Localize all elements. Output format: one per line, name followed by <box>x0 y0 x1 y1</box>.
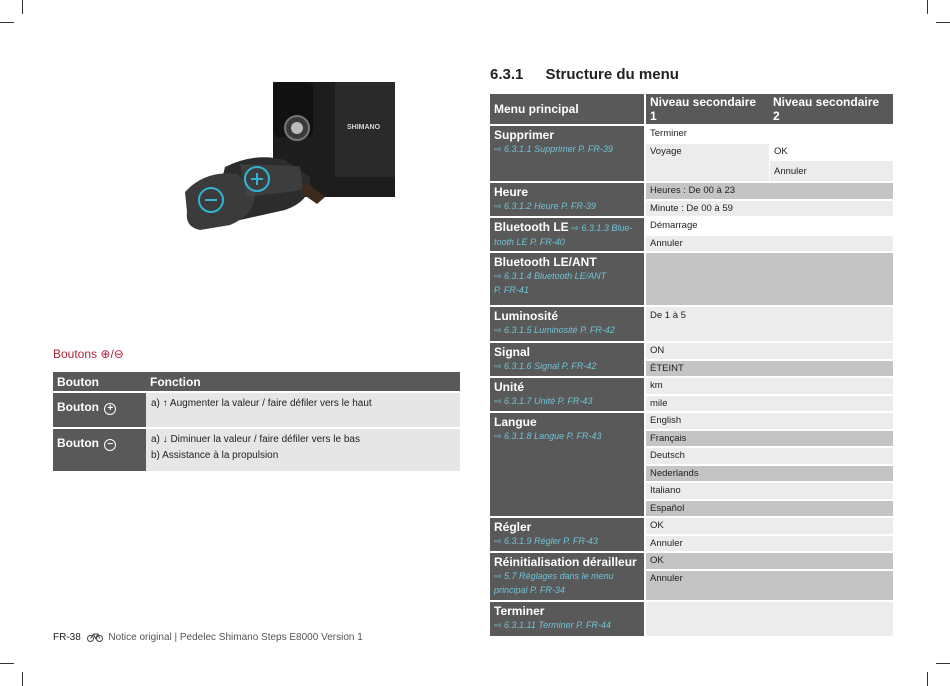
menu-item-bluetooth-le-ant: Bluetooth LE/ANT ⇨ 6.3.1.4 Bluetooth LE/ANT P. FR-41 <box>490 253 646 307</box>
ref-link[interactable]: ⇨ 5.7 Réglages dans le menu <box>494 571 614 581</box>
ref-link[interactable]: ⇨ 6.3.1.8 Langue P. FR-43 <box>494 431 602 441</box>
crop-mark <box>927 672 928 686</box>
table-row: Annuler <box>490 536 893 554</box>
page-footer <box>53 632 363 643</box>
table-row: ÉTEINT <box>490 361 893 379</box>
menu-item-bluetooth-le: Bluetooth LE ⇨ 6.3.1.3 Blue- tooth LE P. FR-40 <box>490 218 646 253</box>
table-row: Deutsch <box>490 448 893 466</box>
table-row <box>53 429 460 471</box>
table-row: Voyage OK <box>490 144 893 162</box>
boutons-heading <box>53 347 124 361</box>
menu-item-heure: Heure ⇨ 6.3.1.2 Heure P. FR-39 <box>490 183 646 218</box>
crop-mark <box>936 22 950 23</box>
menu-structure-table <box>490 94 893 638</box>
section-title-text: Structure du menu <box>545 66 679 83</box>
table-row: Luminosité ⇨ 6.3.1.5 Luminosité P. FR-42 De 1 à 5 <box>490 307 893 343</box>
ref-link[interactable]: ⇨ 6.3.1.11 Terminer P. FR-44 <box>494 619 611 630</box>
footer-text: Notice original | Pedelec Shimano Steps E8000 Version 1 <box>108 632 363 643</box>
col-header-fonction: Fonction <box>146 372 460 391</box>
ref-link[interactable]: ⇨ 6.3.1.1 Supprimer P. FR-39 <box>494 144 613 154</box>
page-number: FR-38 <box>53 632 81 643</box>
table-row: Español <box>490 501 893 519</box>
table-row <box>53 393 460 427</box>
ref-link[interactable]: ⇨ 6.3.1.6 Signal P. FR-42 <box>494 361 597 371</box>
table-row: Italiano <box>490 483 893 501</box>
table-row: Annuler <box>490 571 893 602</box>
table-row: Annuler <box>490 236 893 254</box>
crop-mark <box>927 0 928 14</box>
table-row: Bluetooth LE ⇨ 6.3.1.3 Blue- tooth LE P. FR-40 Démarrage <box>490 218 893 236</box>
shimano-logo-text: SHIMANO <box>347 124 381 131</box>
minus-circle-icon: − <box>104 439 116 451</box>
table-row: Régler ⇨ 6.3.1.9 Régler P. FR-43 OK <box>490 518 893 536</box>
table-row: mile <box>490 396 893 414</box>
ref-link[interactable]: principal P. FR-34 <box>494 585 565 595</box>
table-row <box>490 602 893 638</box>
table-row <box>490 253 893 307</box>
menu-item-unite: Unité ⇨ 6.3.1.7 Unité P. FR-43 <box>490 378 646 413</box>
crop-mark <box>22 0 23 14</box>
col-header-bouton: Bouton <box>53 372 146 391</box>
ref-link[interactable]: ⇨ 6.3.1.5 Luminosité P. FR-42 <box>494 325 615 335</box>
plus-circle-icon: + <box>104 403 116 415</box>
crop-mark <box>0 22 14 23</box>
col-header-menu-principal: Menu principal <box>490 94 646 126</box>
ref-link[interactable]: ⇨ 6.3.1.9 Régler P. FR-43 <box>494 536 598 546</box>
ref-link[interactable]: P. FR-41 <box>494 285 529 295</box>
table-row: Annuler <box>490 161 893 183</box>
table-row: Signal ⇨ 6.3.1.6 Signal P. FR-42 ON <box>490 343 893 361</box>
bicycle-icon <box>87 632 103 642</box>
table-row: Minute : De 00 à 59 <box>490 201 893 219</box>
menu-item-luminosite: Luminosité ⇨ 6.3.1.5 Luminosité P. FR-42 <box>490 307 646 343</box>
bouton-plus-function: a) ↑ Augmenter la valeur / faire défiler vers le haut <box>146 393 460 427</box>
bouton-minus-label: Bouton − <box>53 429 146 471</box>
table-row: Nederlands <box>490 466 893 484</box>
table-row: Langue ⇨ 6.3.1.8 Langue P. FR-43 English <box>490 413 893 431</box>
plus-minus-icon: ⊕/⊖ <box>100 347 124 361</box>
table-row: Réinitialisation dérailleur ⇨ 5.7 Réglages dans le menu principal P. FR-34 OK <box>490 553 893 571</box>
section-title <box>490 66 679 83</box>
table-row: Heure ⇨ 6.3.1.2 Heure P. FR-39 Heures : De 00 à 23 <box>490 183 893 201</box>
table-row: Unité ⇨ 6.3.1.7 Unité P. FR-43 km <box>490 378 893 396</box>
ref-link[interactable]: ⇨ 6.3.1.2 Heure P. FR-39 <box>494 201 596 211</box>
bouton-minus-function: a) ↓ Diminuer la valeur / faire défiler vers le bas b) Assistance à la propulsion <box>146 429 460 471</box>
shifter-photo <box>185 82 395 232</box>
ref-link[interactable]: ⇨ 6.3.1.3 Blue- <box>571 223 633 233</box>
menu-item-regler: Régler ⇨ 6.3.1.9 Régler P. FR-43 <box>490 518 646 553</box>
ref-link[interactable]: ⇨ 6.3.1.4 Bluetooth LE/ANT <box>494 271 607 281</box>
crop-mark <box>22 672 23 686</box>
ref-link[interactable]: tooth LE P. FR-40 <box>494 237 565 247</box>
menu-item-terminer: Terminer ⇨ 6.3.1.11 Terminer P. FR-44 <box>490 602 646 638</box>
buttons-table <box>53 372 460 471</box>
menu-item-signal: Signal ⇨ 6.3.1.6 Signal P. FR-42 <box>490 343 646 378</box>
table-row: Supprimer ⇨ 6.3.1.1 Supprimer P. FR-39 Terminer <box>490 126 893 144</box>
col-header-niveau-1: Niveau secondaire 1 <box>646 94 769 126</box>
crop-mark <box>936 663 950 664</box>
menu-item-langue: Langue ⇨ 6.3.1.8 Langue P. FR-43 <box>490 413 646 518</box>
menu-item-supprimer: Supprimer ⇨ 6.3.1.1 Supprimer P. FR-39 <box>490 126 646 183</box>
bouton-plus-label: Bouton + <box>53 393 146 427</box>
col-header-niveau-2: Niveau secondaire 2 <box>769 94 893 126</box>
ref-link[interactable]: ⇨ 6.3.1.7 Unité P. FR-43 <box>494 396 593 406</box>
crop-mark <box>0 663 14 664</box>
section-number: 6.3.1 <box>490 66 524 83</box>
menu-item-reinitialisation-derailleur: Réinitialisation dérailleur ⇨ 5.7 Réglages dans le menu principal P. FR-34 <box>490 553 646 602</box>
table-row: Français <box>490 431 893 449</box>
boutons-heading-text: Boutons <box>53 347 98 361</box>
